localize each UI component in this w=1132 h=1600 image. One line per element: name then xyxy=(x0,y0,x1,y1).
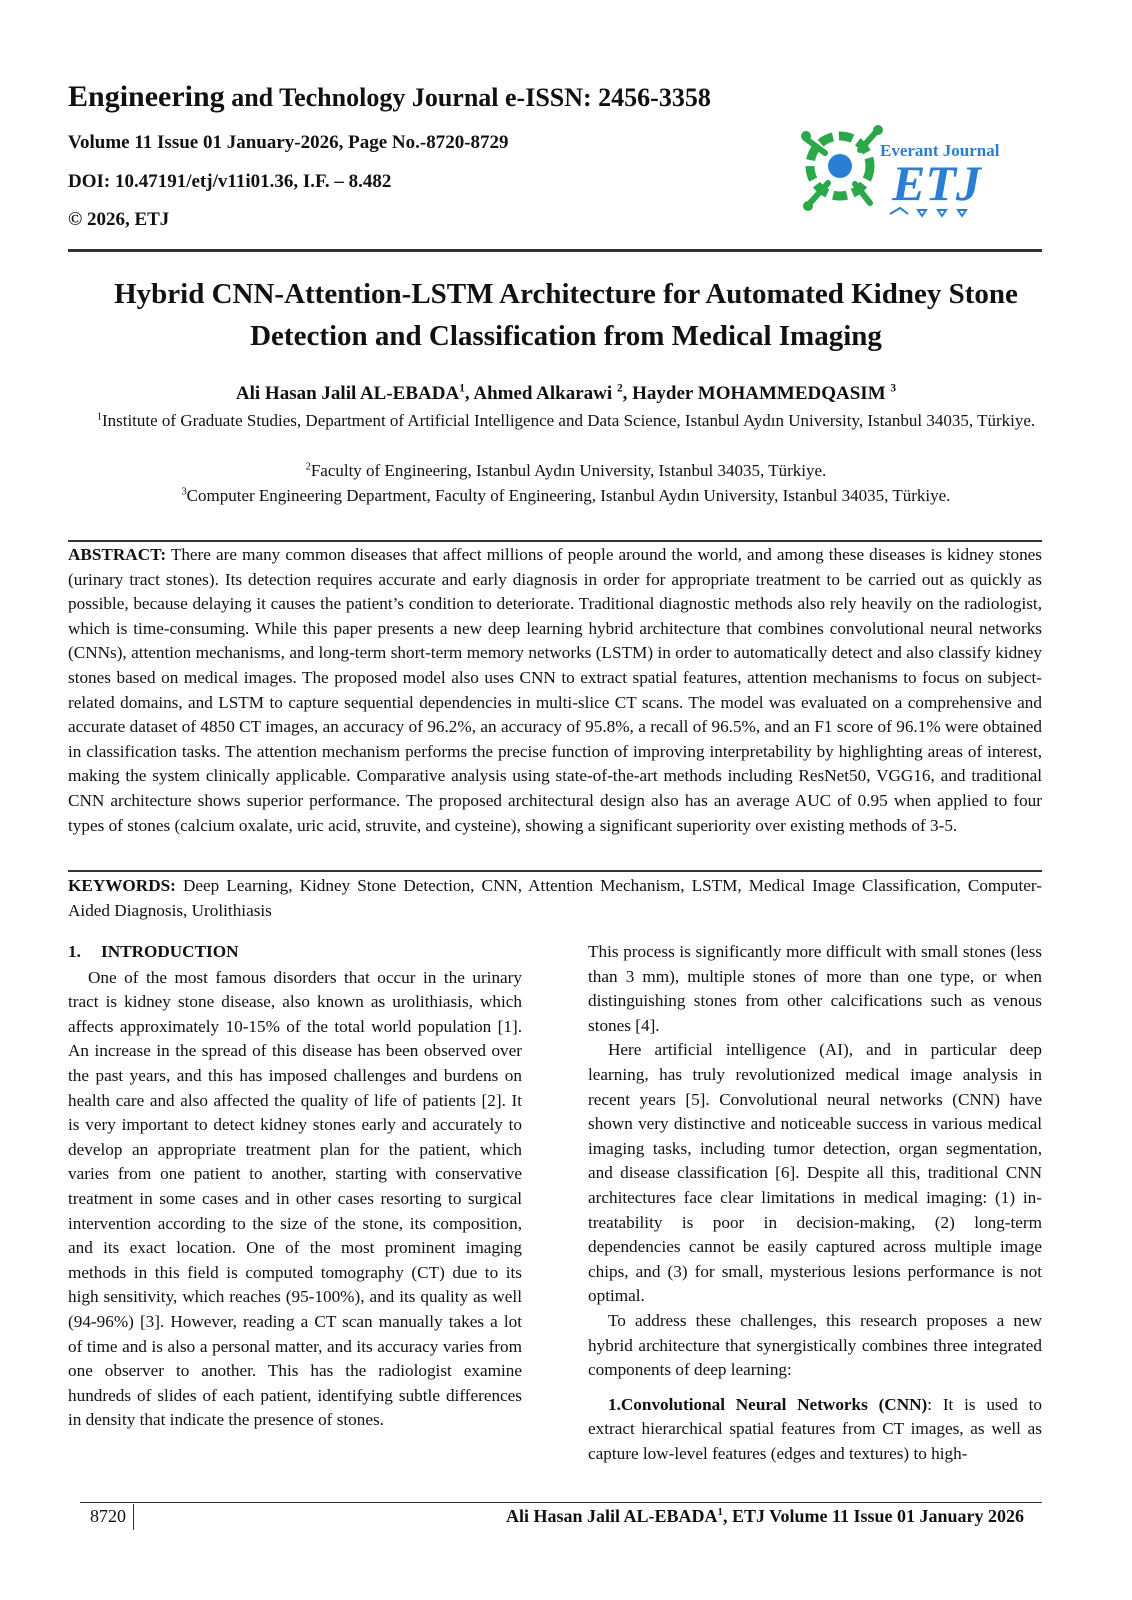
abstract-rule xyxy=(68,540,1042,542)
affiliation-text: Faculty of Engineering, Istanbul Aydın University, Istanbul 34035, Türkiye. xyxy=(310,461,827,480)
section-heading xyxy=(68,940,522,965)
abstract-text: There are many common diseases that affect millions of people around the world, and among these diseases is kidney stones (urinary tract stones). Its detection requires accurate and early diagnosis in order for appropriate treatment to be carried out as quickly as possible, because delaying it causes the patient’s condition to deteriorate. Traditional diagnostic methods also rely heavily on the radiologist, which is time-consuming. While this paper presents a new deep learning hybrid architecture that combines convolutional neural networks (CNNs), attention mechanisms, and long-term short-term memory networks (LSTM) in order to automatically detect and also classify kidney stones based on medical images. The proposed model also uses CNN to extract spatial features, attention mechanisms to focus on subject- related domains, and LSTM to capture sequential dependencies in multi-slice CT scans. The model was evaluated on a comprehensive and accurate dataset of 4850 CT images, an accuracy of 96.2%, an accuracy of 95.8%, a recall of 96.5%, and an F1 score of 96.1% were obtained in classification tasks. The attention mechanism performs the precise function of improving interpretability by highlighting areas of interest, making the system clinically applicable. Comparative analysis using state-of-the-art methods including ResNet50, VGG16, and traditional CNN architecture shows superior performance. The proposed architectural design also has an average AUC of 0.95 when applied to four types of stones (calcium oxalate, uric acid, struvite, and cysteine), showing a significant superiority over existing methods of 3-5. xyxy=(68,545,1042,835)
list-item-label: 1.Convolutional Neural Networks (CNN) xyxy=(608,1394,928,1414)
affiliation-sup: 1 xyxy=(96,411,102,423)
intro-paragraph: This process is significantly more difficult with small stones (less than 3 mm), multiple stones of more than one type, or when distinguishing stones from other calcifications such as venous stones [4]. xyxy=(588,942,1042,1035)
keywords xyxy=(68,874,1042,923)
page-number-divider xyxy=(133,1504,134,1530)
intro-paragraph: Here artificial intelligence (AI), and in particular deep learning, has truly revolutionized medical image analysis in recent years [5]. Convolutional neural networks (CNN) have shown very distinctive and noticeable success in various medical imaging tasks, including tumor detection, organ segmentation, and disease classification [6]. Despite all this, traditional CNN architectures face clear limitations in medical imaging: (1) in- treatability is poor in decision-making, (2) long-term dependencies cannot be easily captured across multiple image chips, and (3) for small, mysterious lesions performance is not optimal. xyxy=(588,1040,1042,1306)
etj-logo xyxy=(800,118,1020,228)
paper-title: Hybrid CNN-Attention-LSTM Architecture for Automated Kidney Stone Detection and Classification from Medical Imaging xyxy=(114,278,1018,352)
author-name: Ahmed Alkarawi xyxy=(473,383,617,404)
affiliation xyxy=(68,483,1064,508)
footer-rest: , ETJ Volume 11 Issue 01 January 2026 xyxy=(722,1506,1024,1526)
author-list: Ali Hasan Jalil AL-EBADA$^1$, Ahmed Alkarawi $^2$, Hayder MOHAMMEDQASIM $^3$ xyxy=(235,382,897,404)
abstract xyxy=(68,543,1042,838)
running-footer xyxy=(506,1506,1024,1527)
logo-main-text: ETJ xyxy=(892,155,981,211)
left-column xyxy=(68,940,522,1433)
footer-author-sup: 1 xyxy=(717,1506,723,1518)
author-sup: 1 xyxy=(459,382,465,395)
author-sup: 2 xyxy=(616,382,623,395)
affiliation xyxy=(68,458,1064,483)
intro-paragraph: One of the most famous disorders that occur in the urinary tract is kidney stone disease, also known as urolithiasis, which affects approximately 10-15% of the total world population [1]. An increase in the spread of this disease has been observed over the past years, and this has imposed challenges and burdens on health care and also affected the quality of life of patients [2]. It is very important to detect kidney stones early and accurately to develop an appropriate treatment plan for the patient, which varies from one patient to another, starting with conservative treatment in some cases and in other cases resorting to surgical intervention according to the size of the stone, its composition, and its exact location. One of the most prominent imaging methods in this field is computed tomography (CT) due to its high sensitivity, which reaches (95-100%), and its quality as well (94-96%) [3]. However, reading a CT scan manually takes a lot of time and is also a personal matter, and its accuracy varies from one observer to another. This has the radiologist examine hundreds of slides of each patient, identifying subtle differences in density that indicate the presence of stones. xyxy=(68,967,522,1430)
keywords-label: KEYWORDS: xyxy=(68,876,176,895)
journal-name-lead: Engineering xyxy=(68,80,225,113)
logo-top-text: Everant Journal xyxy=(880,141,1000,160)
volume-line: Volume 11 Issue 01 January-2026, Page No.-8720-8729 xyxy=(68,132,509,153)
author-name: Hayder MOHAMMEDQASIM xyxy=(632,383,891,404)
footer-author: Ali Hasan Jalil AL-EBADA xyxy=(505,1506,718,1526)
section-number: 1. xyxy=(68,942,81,961)
journal-name xyxy=(68,80,711,114)
section-title: INTRODUCTION xyxy=(101,942,239,961)
intro-paragraph: To address these challenges, this research proposes a new hybrid architecture that synergistically combines three integrated components of deep learning: xyxy=(588,1310,1042,1380)
affiliation-text: Institute of Graduate Studies, Department of Artificial Intelligence and Data Science, Istanbul Aydın University, Istanbul 34035, Türkiye. xyxy=(101,411,1036,430)
keywords-text: Deep Learning, Kidney Stone Detection, CNN, Attention Mechanism, LSTM, Medical Image Classification, Computer-Aided Diagnosis, Urolithiasis xyxy=(68,876,1042,920)
list-item-text: : It is used to extract hierarchical spatial features from CT images, as well as capture low-level features (edges and textures) to high- xyxy=(588,1394,1042,1463)
copyright-line: © 2026, ETJ xyxy=(68,209,170,230)
page-number: 8720 xyxy=(90,1506,126,1526)
doi-line: DOI: 10.47191/etj/v11i01.36, I.F. – 8.482 xyxy=(68,171,392,192)
etj-logo-graphic xyxy=(800,118,1020,228)
affiliation-text: Computer Engineering Department, Faculty of Engineering, Istanbul Aydın University, Istanbul 34035, Türkiye. xyxy=(186,486,951,505)
journal-name-rest: and Technology Journal e-ISSN: 2456-3358 xyxy=(224,83,711,112)
right-column xyxy=(588,940,1042,1466)
affiliation-sup: 3 xyxy=(181,486,187,498)
header-rule xyxy=(68,249,1042,252)
keywords-rule xyxy=(68,870,1042,872)
intro-list-item xyxy=(588,1393,1042,1467)
footer-rule xyxy=(80,1502,1042,1503)
author-sup: 3 xyxy=(890,382,897,395)
abstract-label: ABSTRACT: xyxy=(68,545,167,564)
affiliation-sup: 2 xyxy=(305,461,311,473)
author-name: Ali Hasan Jalil AL-EBADA xyxy=(235,383,460,404)
affiliation xyxy=(68,408,1064,433)
